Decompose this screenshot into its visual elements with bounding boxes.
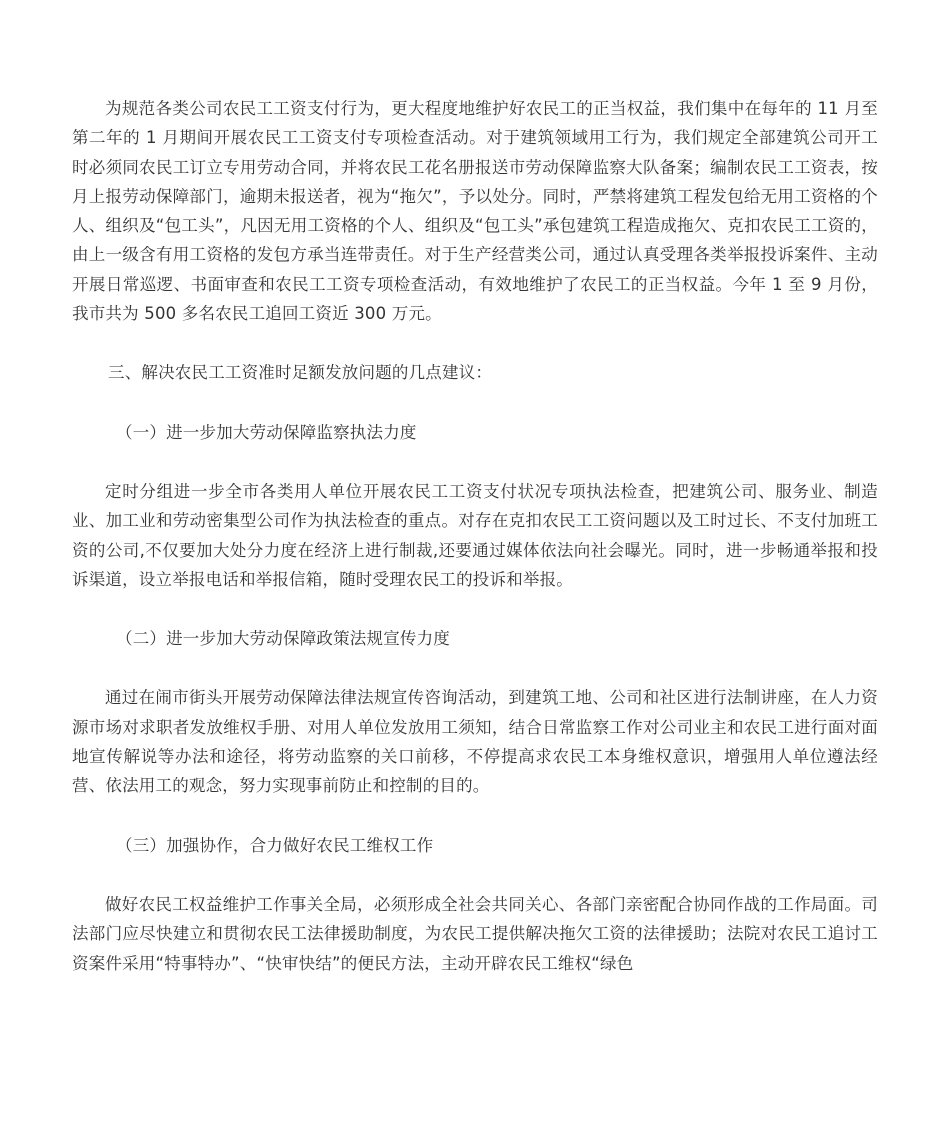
subsection-heading-cooperation: （三）加强协作，合力做好农民工维权工作	[116, 835, 434, 855]
spacer	[72, 594, 878, 624]
paragraph-cooperation: 做好农民工权益维护工作事关全局，必须形成全社会共同关心、各部门亲密配合协同作战的工作局面。司法部门应尽快建立和贯彻农民工法律援助制度，为农民工提供解决拖欠工资的法律援助；法院对农民工追讨工资案件采用“特事特办”、“快审快结”的便民方法，主动开辟农民工维权“绿色	[72, 894, 878, 973]
section-heading-suggestions: 三、解决农民工工资准时足额发放问题的几点建议：	[108, 363, 493, 383]
spacer	[72, 328, 878, 358]
paragraph-publicity: 通过在闹市街头开展劳动保障法律法规宣传咨询活动，到建筑工地、公司和社区进行法制讲座，在人力资源市场对求职者发放维权手册、对用人单位发放用工须知，结合日常监察工作对公司业主和农民工进行面对面地宣传解说等办法和途径，将劳动监察的关口前移，不停提高求农民工本身维权意识，增强用人单位遵法经营、依法用工的观念，努力实现事前防止和控制的目的。	[72, 688, 878, 796]
subsection-heading-enforcement: （一）进一步加大劳动保障监察执法力度	[116, 422, 417, 442]
subsection-heading-publicity: （二）进一步加大劳动保障政策法规宣传力度	[116, 629, 450, 649]
spacer	[72, 801, 878, 831]
spacer	[72, 447, 878, 477]
spacer	[72, 388, 878, 418]
paragraph-enforcement: 定时分组进一步全市各类用人单位开展农民工工资支付状况专项执法检查，把建筑公司、服务业、制造业、加工业和劳动密集型公司作为执法检查的重点。对存在克扣农民工工资问题以及工时过长、不支付加班工资的公司,不仅要加大处分力度在经济上进行制裁,还要通过媒体依法向社会曝光。同时，进一步畅通举报和投诉渠道，设立举报电话和举报信箱，随时受理农民工的投诉和举报。	[72, 481, 878, 589]
spacer	[72, 860, 878, 890]
paragraph-wage-inspection: 为规范各类公司农民工工资支付行为，更大程度地维护好农民工的正当权益，我们集中在每年的 11 月至第二年的 1 月期间开展农民工工资支付专项检查活动。对于建筑领域用工行为，我们规定全部建筑公司开工时必须同农民工订立专用劳动合同，并将农民工花名册报送市劳动保障监察大队备案；编制农民工工资表，按月上报劳动保障部门，逾期未报送者，视为“拖欠”，予以处分。同时，严禁将建筑工程发包给无用工资格的个人、组织及“包工头”，凡因无用工资格的个人、组织及“包工头”承包建筑工程造成拖欠、克扣农民工工资的，由上一级含有用工资格的发包方承当连带责任。对于生产经营类公司，通过认真受理各类举报投诉案件、主动开展日常巡逻、书面审查和农民工工资专项检查活动，有效地维护了农民工的正当权益。今年 1 至 9 月份，我市共为 500 多名农民工追回工资近 300 万元。	[72, 99, 878, 324]
document-page	[72, 94, 878, 978]
spacer	[72, 653, 878, 683]
